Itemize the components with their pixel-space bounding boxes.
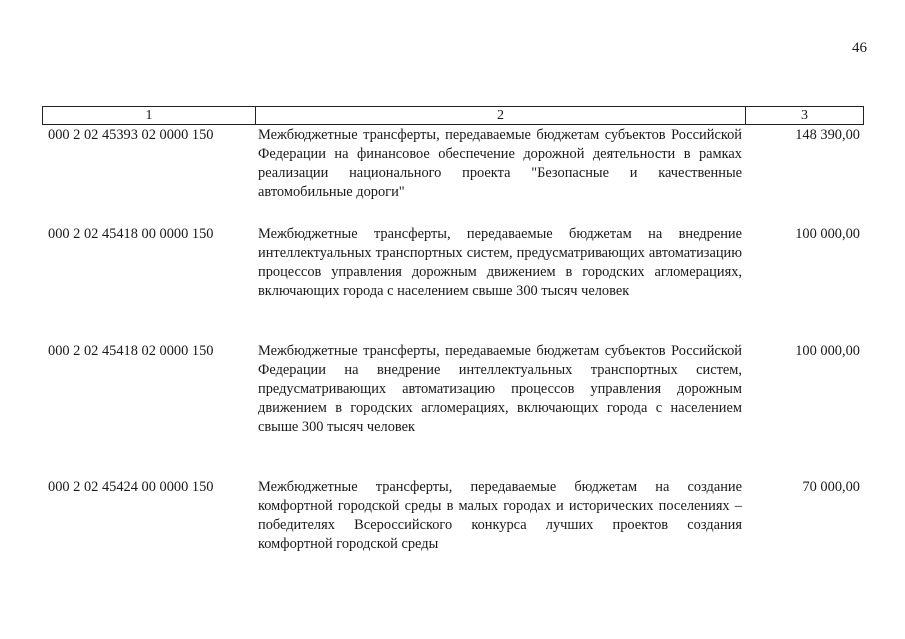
header-col-3: 3 [801, 108, 808, 123]
row-code: 000 2 02 45418 02 0000 150 [48, 343, 214, 359]
row-code: 000 2 02 45418 00 0000 150 [48, 226, 214, 242]
row-amount: 100 000,00 [795, 343, 860, 359]
row-code: 000 2 02 45393 02 0000 150 [48, 127, 214, 143]
header-col-1: 1 [43, 107, 256, 124]
header-col-2: 2 [256, 107, 746, 124]
row-description: Межбюджетные трансферты, передаваемые бюджетам субъектов Российской Федерации на финансовое обеспечение дорожной деятельности в рамках реализации национального проекта "Безопасные и качественные автомобильные дороги" [258, 127, 742, 200]
row-description: Межбюджетные трансферты, передаваемые бюджетам субъектов Российской Федерации на внедрение интеллектуальных транспортных систем, предусматривающих автоматизацию процессов управления дорожным движением в городских агломерациях, включающих города с населением свыше 300 тысяч человек [258, 343, 742, 435]
row-amount: 148 390,00 [795, 127, 860, 143]
row-description: Межбюджетные трансферты, передаваемые бюджетам на внедрение интеллектуальных транспортных систем, предусматривающих автоматизацию процессов управления дорожным движением в городских агломерациях, включающих города с населением свыше 300 тысяч человек [258, 226, 742, 299]
row-code: 000 2 02 45424 00 0000 150 [48, 479, 214, 495]
table-header [42, 106, 864, 125]
page-number: 46 [852, 40, 867, 56]
row-amount: 70 000,00 [802, 479, 860, 495]
row-amount: 100 000,00 [795, 226, 860, 242]
row-description: Межбюджетные трансферты, передаваемые бюджетам на создание комфортной городской среды в малых городах и исторических поселениях – победителях Всероссийского конкурса лучших проектов создания комфортной городской среды [258, 479, 742, 552]
